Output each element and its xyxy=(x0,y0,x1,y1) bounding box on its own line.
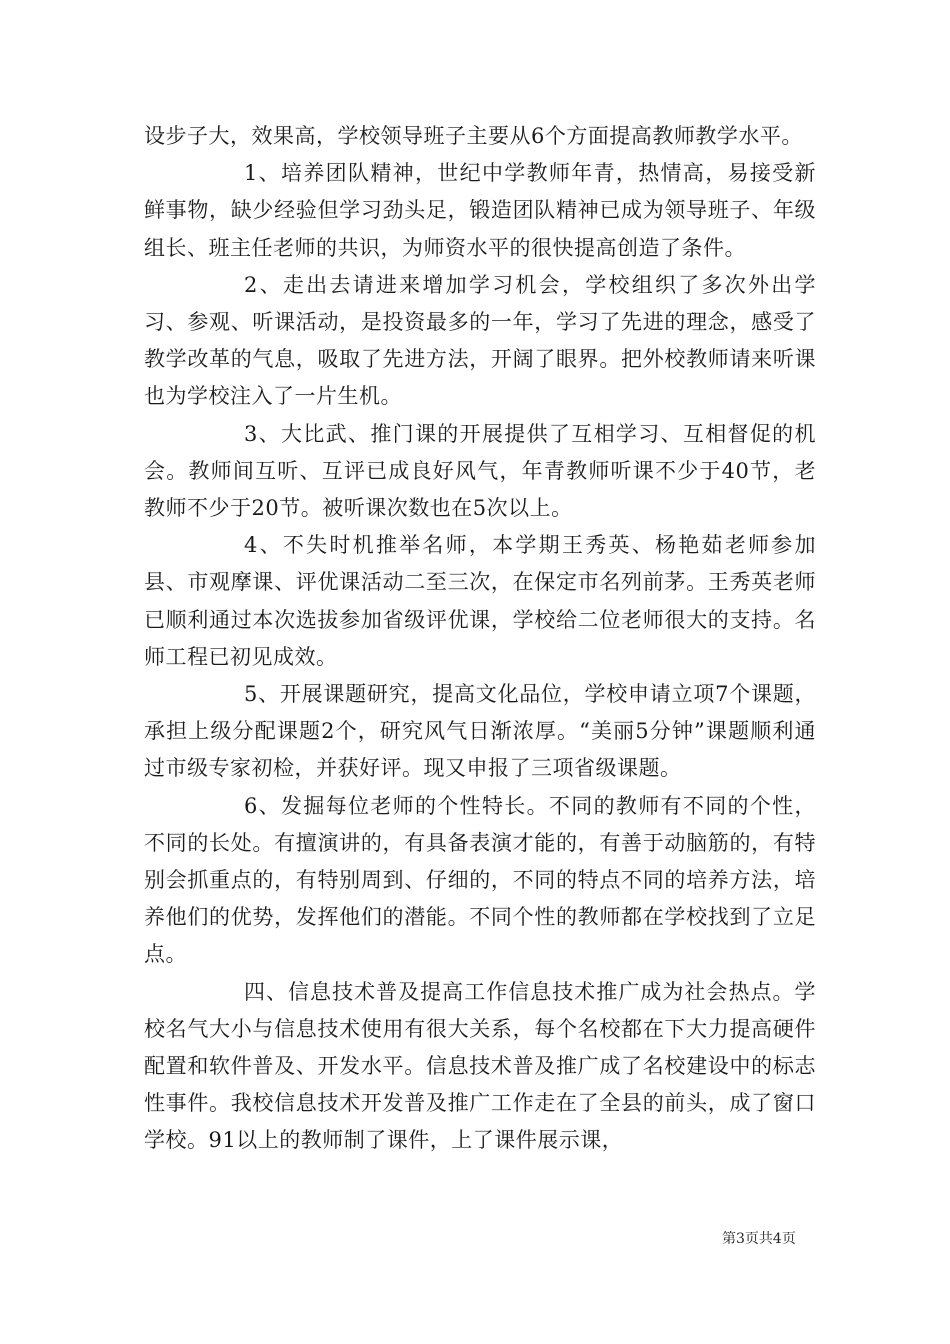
paragraph-item-5: 5、开展课题研究，提高文化品位，学校申请立项7个课题，承担上级分配课题2个，研究风气日渐浓厚。“美丽5分钟”课题顺利通过市级专家初检，并获好评。现又申报了三项省级课题。 xyxy=(144,682,816,781)
paragraph-item-3: 3、大比武、推门课的开展提供了互相学习、互相督促的机会。教师间互听、互评已成良好风气，年青教师听课不少于40节，老教师不少于20节。被听课次数也在5次以上。 xyxy=(144,421,816,521)
paragraph-item-6: 6、发掘每位老师的个性特长。不同的教师有不同的个性，不同的长处。有擅演讲的，有具备表演才能的，有善于动脑筋的，有特别会抓重点的，有特别周到、仔细的，不同的特点不同的培养方法，培养他们的优势，发挥他们的潜能。不同个性的教师都在学校找到了立足点。 xyxy=(144,793,816,967)
page-number-footer: 第3页共4页 xyxy=(722,1231,796,1247)
paragraph-item-2: 2、走出去请进来增加学习机会，学校组织了多次外出学习、参观、听课活动，是投资最多的一年，学习了先进的理念，感受了教学改革的气息，吸取了先进方法，开阔了眼界。把外校教师请来听课也为学校注入了一片生机。 xyxy=(144,272,816,409)
paragraph-item-4: 4、不失时机推举名师，本学期王秀英、杨艳茹老师参加县、市观摩课、评优课活动二至三次，在保定市名列前茅。王秀英老师已顺利通过本次选拔参加省级评优课，学校给二位老师很大的支持。名师工程已初见成效。 xyxy=(144,533,816,669)
paragraph-item-1: 1、培养团队精神，世纪中学教师年青，热情高，易接受新鲜事物，缺少经验但学习劲头足，锻造团队精神已成为领导班子、年级组长、班主任老师的共识，为师资水平的很快提高创造了条件。 xyxy=(144,161,816,260)
paragraph-continuation: 设步子大，效果高，学校领导班子主要从6个方面提高教师教学水平。 xyxy=(144,124,803,148)
paragraph-section-4: 四、信息技术普及提高工作信息技术推广成为社会热点。学校名气大小与信息技术使用有很大关系，每个名校都在下大力提高硬件配置和软件普及、开发水平。信息技术普及推广成了名校建设中的标志性事件。我校信息技术开发普及推广工作走在了全县的前头，成了窗口学校。91以上的教师制了课件，上了课件展示课， xyxy=(144,979,816,1153)
document-body xyxy=(144,118,816,1160)
